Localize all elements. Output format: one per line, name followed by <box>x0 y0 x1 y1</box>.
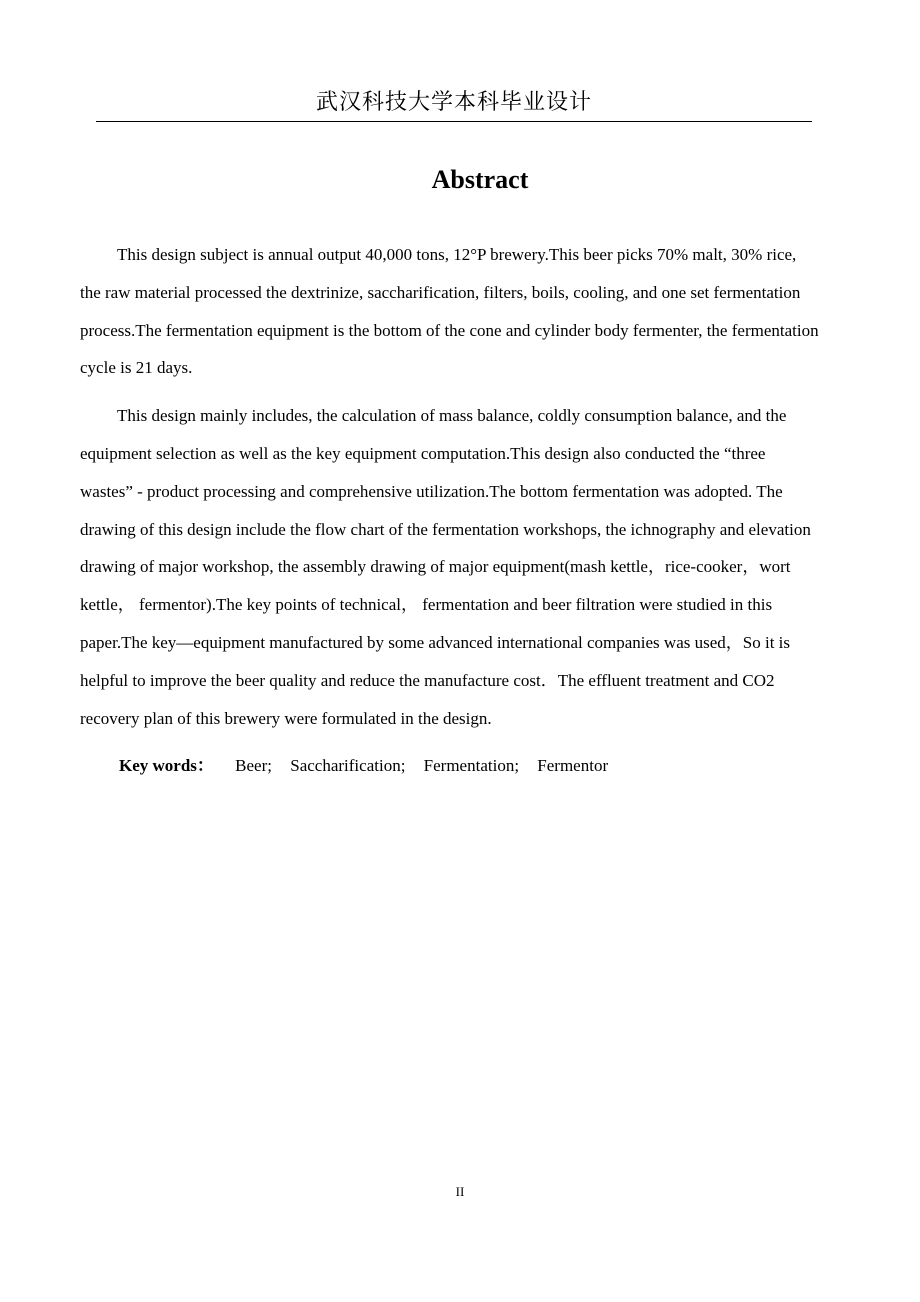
keyword-item: Saccharification; <box>290 756 406 776</box>
running-header: 武汉科技大学本科毕业设计 <box>315 90 592 115</box>
paragraph-1-line-3: one set fermentation process.The fermentation equipment is the bottom of the cone and cylinder <box>80 282 801 340</box>
paragraph-2-line-3: the “three wastes” - product processing and comprehensive utilization.The bottom fermentation <box>80 443 766 501</box>
page-number: II <box>455 1184 465 1199</box>
keyword-item: Beer; <box>235 756 272 776</box>
paragraph-2-line-2: and the equipment selection as well as the key equipment computation.This design also conducted <box>80 406 787 463</box>
paragraph-2-line-6: equipment(mash kettle，rice-cooker，wort kettle， fermentor).The key points of technical， <box>80 557 791 615</box>
header-rule <box>96 121 812 122</box>
paragraph-1-line-4: body fermenter, the fermentation cycle is 21 days. <box>80 320 819 378</box>
keyword-item: Fermentation; <box>423 756 520 776</box>
abstract-body <box>80 236 820 785</box>
abstract-paragraph-1 <box>80 236 820 387</box>
paragraph-2-line-8: some advanced international companies was used，So it is helpful to improve the beer quality and <box>80 632 791 690</box>
paragraph-1-line-2: 30% rice, the raw material processed the dextrinize, saccharification, filters, boils, cooling, and <box>80 245 797 302</box>
paragraph-2-line-7: fermentation and beer filtration were studied in this paper.The key—equipment manufactured by <box>80 595 773 652</box>
paragraph-2-line-5: the ichnography and elevation drawing of major workshop, the assembly drawing of major <box>80 519 811 577</box>
paragraph-2-line-1: This design mainly includes, the calculation of mass balance, coldly consumption balance, <box>117 406 733 426</box>
keyword-item: Fermentor <box>537 756 609 776</box>
abstract-paragraph-2 <box>80 397 820 737</box>
paragraph-2-line-10: formulated in the design. <box>321 708 492 728</box>
paragraph-1-line-1: This design subject is annual output 40,000 tons, 12°P brewery.This beer picks 70% malt, <box>117 245 727 264</box>
paragraph-2-line-9: reduce the manufacture cost．The effluent treatment and CO2 recovery plan of this brewery were <box>80 670 775 728</box>
keywords <box>80 747 820 785</box>
abstract-title: Abstract <box>431 165 529 194</box>
paragraph-2-line-4: was adopted. The drawing of this design include the flow chart of the fermentation workshops, <box>80 481 783 539</box>
keywords-label: Key words： <box>119 756 214 776</box>
